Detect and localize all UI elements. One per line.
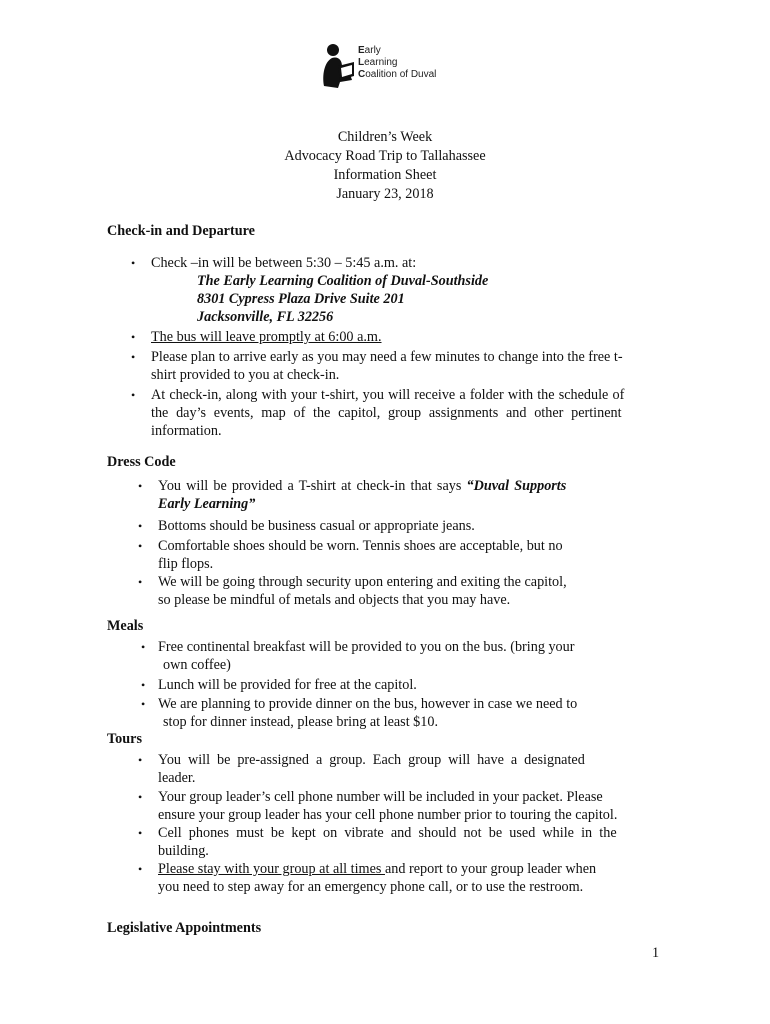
checkin-list xyxy=(0,254,770,272)
list-item: • Lunch will be provided for free at the capitol. xyxy=(141,677,417,693)
dress-code-list xyxy=(0,477,770,609)
bullet-icon: • xyxy=(138,539,143,553)
list-item: • Comfortable shoes should be worn. Tennis shoes are acceptable, but no flip flops. xyxy=(138,538,563,572)
list-item: • Please plan to arrive early as you may need a few minutes to change into the free t- shirt provided to you at check-in. xyxy=(131,349,623,383)
list-item: • At check-in, along with your t-shirt, you will receive a folder with the schedule of the day’s events, map of the capitol, group assignments and other pertinent information. xyxy=(131,387,625,439)
list-item: • Cell phones must be kept on vibrate and should not be used while in the building. xyxy=(138,825,617,859)
section-heading-meals: Meals xyxy=(107,618,144,634)
bullet-icon: • xyxy=(138,790,143,804)
bullet-icon: • xyxy=(131,330,136,344)
bullet-icon: • xyxy=(138,753,143,767)
checkin-list-continued xyxy=(0,328,770,440)
page-number: 1 xyxy=(652,945,660,961)
bullet-icon: • xyxy=(138,479,143,493)
section-heading-dress-code: Dress Code xyxy=(107,454,176,470)
list-item: • The bus will leave promptly at 6:00 a.m. xyxy=(131,329,382,345)
list-item: • We are planning to provide dinner on the bus, however in case we need to stop for dinner instead, please bring at least $10. xyxy=(141,696,578,730)
section-heading-legislative: Legislative Appointments xyxy=(107,920,262,936)
list-item: • You will be pre-assigned a group. Each group will have a designated leader. xyxy=(138,752,585,786)
tours-list xyxy=(0,751,770,896)
list-item: • Please stay with your group at all times and report to your group leader when you need to step away for an emergency phone call, or to use the restroom. xyxy=(138,861,597,895)
logo-wordmark: Early Learning Coalition of Duval xyxy=(358,45,437,80)
bullet-icon: • xyxy=(138,575,143,589)
bullet-icon: • xyxy=(138,826,143,840)
section-heading-checkin: Check-in and Departure xyxy=(107,223,255,239)
list-item: • Bottoms should be business casual or appropriate jeans. xyxy=(138,518,475,534)
list-item: • Free continental breakfast will be provided to you on the bus. (bring your own coffee) xyxy=(141,639,575,673)
title-line: Children’s Week xyxy=(337,129,433,145)
bullet-icon: • xyxy=(131,388,136,402)
title-line: Advocacy Road Trip to Tallahassee xyxy=(284,148,486,164)
bullet-icon: • xyxy=(141,678,146,692)
meals-list xyxy=(0,638,770,731)
list-item: • Check –in will be between 5:30 – 5:45 a.m. at: xyxy=(131,255,417,271)
checkin-address-line: 8301 Cypress Plaza Drive Suite 201 xyxy=(197,291,405,307)
list-item: • You will be provided a T-shirt at check-in that says “Duval Supports Early Learning” xyxy=(138,478,567,512)
checkin-address-line: The Early Learning Coalition of Duval-Southside xyxy=(197,273,489,289)
bullet-icon: • xyxy=(138,862,143,876)
bullet-icon: • xyxy=(138,519,143,533)
bullet-icon: • xyxy=(141,697,146,711)
document-title xyxy=(0,128,770,204)
bullet-icon: • xyxy=(141,640,146,654)
list-item: • We will be going through security upon entering and exiting the capitol, so please be mindful of metals and objects that you may have. xyxy=(138,574,567,608)
title-date: January 23, 2018 xyxy=(336,186,434,202)
organization-logo xyxy=(320,42,460,92)
bullet-icon: • xyxy=(131,256,136,270)
section-heading-tours: Tours xyxy=(107,731,142,747)
bullet-icon: • xyxy=(131,350,136,364)
list-item: • Your group leader’s cell phone number will be included in your packet. Please ensure your group leader has your cell phone number prior to touring the capitol. xyxy=(138,789,618,823)
checkin-address-line: Jacksonville, FL 32256 xyxy=(197,309,334,325)
reading-figure-icon xyxy=(320,42,356,90)
title-line: Information Sheet xyxy=(333,167,437,183)
